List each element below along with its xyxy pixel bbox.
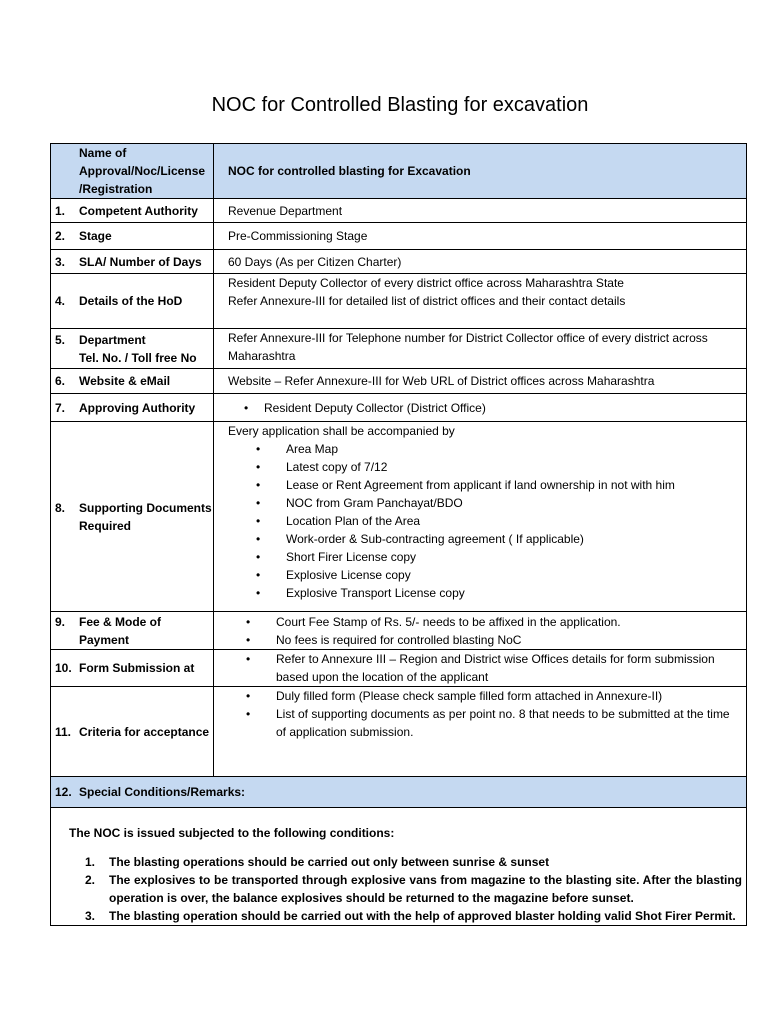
table-header-row — [51, 144, 747, 199]
row-label: Details of the HoD — [79, 294, 183, 308]
row-label: Criteria for acceptance — [79, 724, 210, 739]
row-value — [214, 650, 747, 687]
list-item: • Explosive License copy — [228, 566, 742, 584]
list-item: • NOC from Gram Panchayat/BDO — [228, 494, 742, 512]
list-item: • Short Firer License copy — [228, 548, 742, 566]
list-item: • Explosive Transport License copy — [228, 584, 742, 602]
table-row: 5. Department Tel. No. / Toll free No Refer Annexure-III for Telephone number for District Collector office of every district across Maharashtra — [51, 329, 747, 369]
special-conditions-header-row: 12. Special Conditions/Remarks: — [51, 777, 747, 808]
list-item: • Duly filled form (Please check sample filled form attached in Annexure-II) — [218, 687, 742, 705]
row-label: Supporting Documents — [79, 500, 212, 515]
condition-item: 2. The explosives to be transported through explosive vans from magazine to the blasting site. After the blasting operation is over, the balance explosives should be returned to the magazine before sunset. — [85, 873, 742, 905]
list-item: • Latest copy of 7/12 — [228, 458, 742, 476]
table-row: 10. Form Submission at • Refer to Annexure III – Region and District wise Offices details for form submission based upon the location of the applicant — [51, 650, 747, 687]
table-row: 6. Website & eMail Website – Refer Annexure-III for Web URL of District offices across Maharashtra — [51, 369, 747, 394]
row-label: Competent Authority — [79, 203, 198, 218]
special-conditions-body-row — [51, 808, 747, 926]
row-value — [214, 612, 747, 650]
header-value-cell: NOC for controlled blasting for Excavation — [214, 144, 747, 199]
list-item: • Area Map — [228, 440, 742, 458]
special-conditions-label: Special Conditions/Remarks: — [79, 785, 246, 799]
condition-item: 3. The blasting operation should be carried out with the help of approved blaster holding valid Shot Firer Permit. — [85, 909, 736, 923]
row-label: Department — [79, 332, 146, 347]
row-value — [214, 394, 747, 422]
document-title: NOC for Controlled Blasting for excavation — [211, 94, 589, 116]
list-item: • Refer to Annexure III – Region and District wise Offices details for form submission based upon the location of the applicant — [218, 650, 742, 686]
row-value: Revenue Department — [214, 199, 747, 223]
table-row: 3. SLA/ Number of Days 60 Days (As per Citizen Charter) — [51, 250, 747, 274]
row-label: Payment — [79, 632, 130, 647]
list-item: • No fees is required for controlled blasting NoC — [218, 631, 742, 649]
conditions-intro: The NOC is issued subjected to the following conditions: — [69, 826, 395, 840]
row-value — [214, 687, 747, 777]
table-row: 4. Details of the HoD Resident Deputy Collector of every district office across Maharashtra State Refer Annexure-III for detailed list of district offices and their contact details — [51, 274, 747, 329]
list-item: • Location Plan of the Area — [228, 512, 742, 530]
header-label-line: Name of — [79, 146, 127, 160]
header-label-cell — [51, 144, 214, 199]
condition-item: 1. The blasting operations should be carried out only between sunrise & sunset — [85, 855, 550, 869]
table-row: 1. Competent Authority Revenue Department — [51, 199, 747, 223]
row-value: Pre-Commissioning Stage — [214, 223, 747, 250]
table-row: 7. Approving Authority • Resident Deputy Collector (District Office) — [51, 394, 747, 422]
table-row: 2. Stage Pre-Commissioning Stage — [51, 223, 747, 250]
header-label-line: Approval/Noc/License — [79, 164, 206, 178]
row-label: SLA/ Number of Days — [79, 254, 202, 269]
list-item: • Lease or Rent Agreement from applicant if land ownership in not with him — [228, 476, 742, 494]
row-value: 60 Days (As per Citizen Charter) — [214, 250, 747, 274]
row-value: Website – Refer Annexure-III for Web URL of District offices across Maharashtra — [214, 369, 747, 394]
noc-details-table — [50, 143, 747, 926]
list-item: • Resident Deputy Collector (District Office) — [218, 399, 742, 417]
row-label: Form Submission at — [79, 661, 195, 675]
list-item: • Work-order & Sub-contracting agreement ( If applicable) — [228, 530, 742, 548]
row-label: Website & eMail — [79, 374, 171, 388]
header-label-line: /Registration — [79, 182, 153, 196]
list-item: • Court Fee Stamp of Rs. 5/- needs to be affixed in the application. — [218, 613, 742, 631]
row-label: Approving Authority — [79, 400, 196, 415]
row-value: Resident Deputy Collector of every district office across Maharashtra State Refer Annexure-III for detailed list of district offices and their contact details — [214, 274, 747, 329]
table-row: 8. Supporting Documents Required Every application shall be accompanied by • Area Map • Latest copy of 7/12 • Lease or Rent Agreement from applicant if land ownership in not with him • NOC from Gram Panchayat/BDO • Location Plan of the Area • Work-order & Sub-contracting agreement ( If applicable) • Short Firer License copy • Explosive License copy • Explosive Transport License copy — [51, 422, 747, 612]
row-value: Refer Annexure-III for Telephone number for District Collector office of every district across Maharashtra — [214, 329, 747, 369]
row-label: Required — [79, 518, 132, 533]
row-label: Fee & Mode of — [79, 614, 162, 629]
row-label: Tel. No. / Toll free No — [79, 350, 197, 365]
list-item: • List of supporting documents as per point no. 8 that needs to be submitted at the time of application submission. — [218, 705, 742, 741]
table-row: 11. Criteria for acceptance • Duly filled form (Please check sample filled form attached in Annexure-II) • List of supporting documents as per point no. 8 that needs to be submitted at the time of application submission. — [51, 687, 747, 777]
row-label: Stage — [79, 229, 112, 243]
row-intro: Every application shall be accompanied by — [228, 424, 455, 438]
row-value — [214, 422, 747, 612]
table-row: 9. Fee & Mode of Payment • Court Fee Stamp of Rs. 5/- needs to be affixed in the application. • No fees is required for controlled blasting NoC — [51, 612, 747, 650]
